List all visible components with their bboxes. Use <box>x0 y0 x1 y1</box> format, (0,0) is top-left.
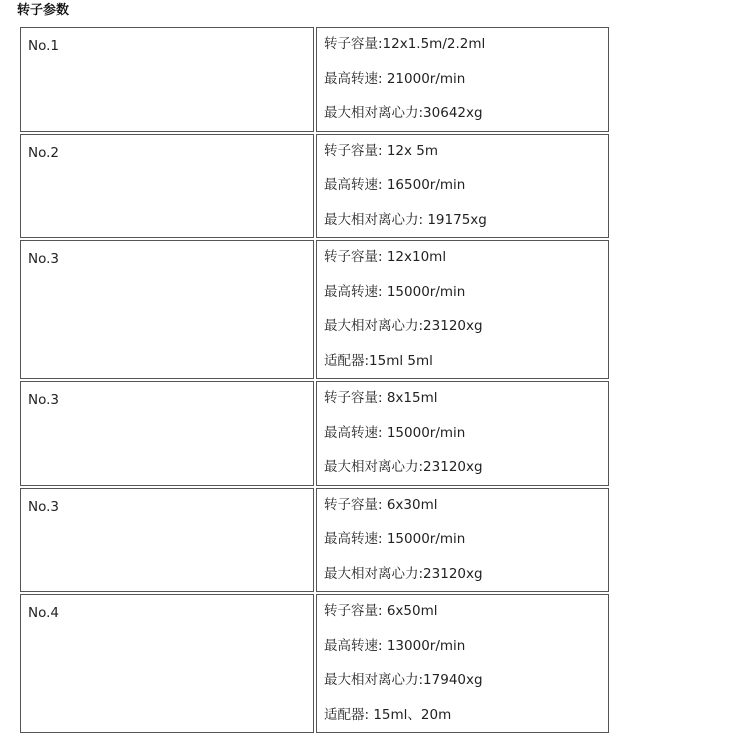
model-cell: No.4 <box>20 594 314 733</box>
rotor-capacity: 转子容量: 6x30ml <box>324 496 438 513</box>
max-rcf: 最大相对离心力:23120xg <box>324 318 483 334</box>
max-speed: 最高转速: 21000r/min <box>324 70 466 87</box>
params-cell <box>316 381 609 486</box>
rotor-capacity: 转子容量:12x1.5m/2.2ml <box>324 36 486 52</box>
params-cell <box>316 594 609 733</box>
table-row <box>20 381 609 486</box>
rotor-capacity: 转子容量: 8x15ml <box>324 390 438 406</box>
adapter: 适配器: 15ml、20m <box>324 706 452 723</box>
rotor-spec-table <box>18 25 611 735</box>
model-cell: No.3 <box>20 381 314 486</box>
params-cell <box>316 27 609 132</box>
max-rcf: 最大相对离心力:23120xg <box>324 459 483 475</box>
params-cell <box>316 134 609 239</box>
table-row <box>20 594 609 733</box>
model-cell: No.1 <box>20 27 314 132</box>
table-row <box>20 240 609 379</box>
max-speed: 最高转速: 13000r/min <box>324 637 466 654</box>
max-speed: 最高转速: 15000r/min <box>324 424 466 441</box>
page-title: 转子参数 <box>17 3 70 18</box>
max-speed: 最高转速: 16500r/min <box>324 177 466 193</box>
max-rcf: 最大相对离心力:30642xg <box>324 105 483 121</box>
rotor-capacity: 转子容量: 6x50ml <box>324 603 438 619</box>
model-cell: No.2 <box>20 134 314 239</box>
model-cell: No.3 <box>20 488 314 593</box>
rotor-capacity: 转子容量: 12x10ml <box>324 249 447 265</box>
max-speed: 最高转速: 15000r/min <box>324 531 466 547</box>
rotor-capacity: 转子容量: 12x 5m <box>324 142 439 159</box>
max-speed: 最高转速: 15000r/min <box>324 283 466 300</box>
params-cell <box>316 488 609 593</box>
table-row <box>20 134 609 239</box>
max-rcf: 最大相对离心力: 19175xg <box>324 211 487 228</box>
model-cell: No.3 <box>20 240 314 379</box>
table-row <box>20 488 609 593</box>
max-rcf: 最大相对离心力:17940xg <box>324 672 483 688</box>
max-rcf: 最大相对离心力:23120xg <box>324 565 483 582</box>
table-row <box>20 27 609 132</box>
params-cell <box>316 240 609 379</box>
adapter: 适配器:15ml 5ml <box>324 352 433 369</box>
